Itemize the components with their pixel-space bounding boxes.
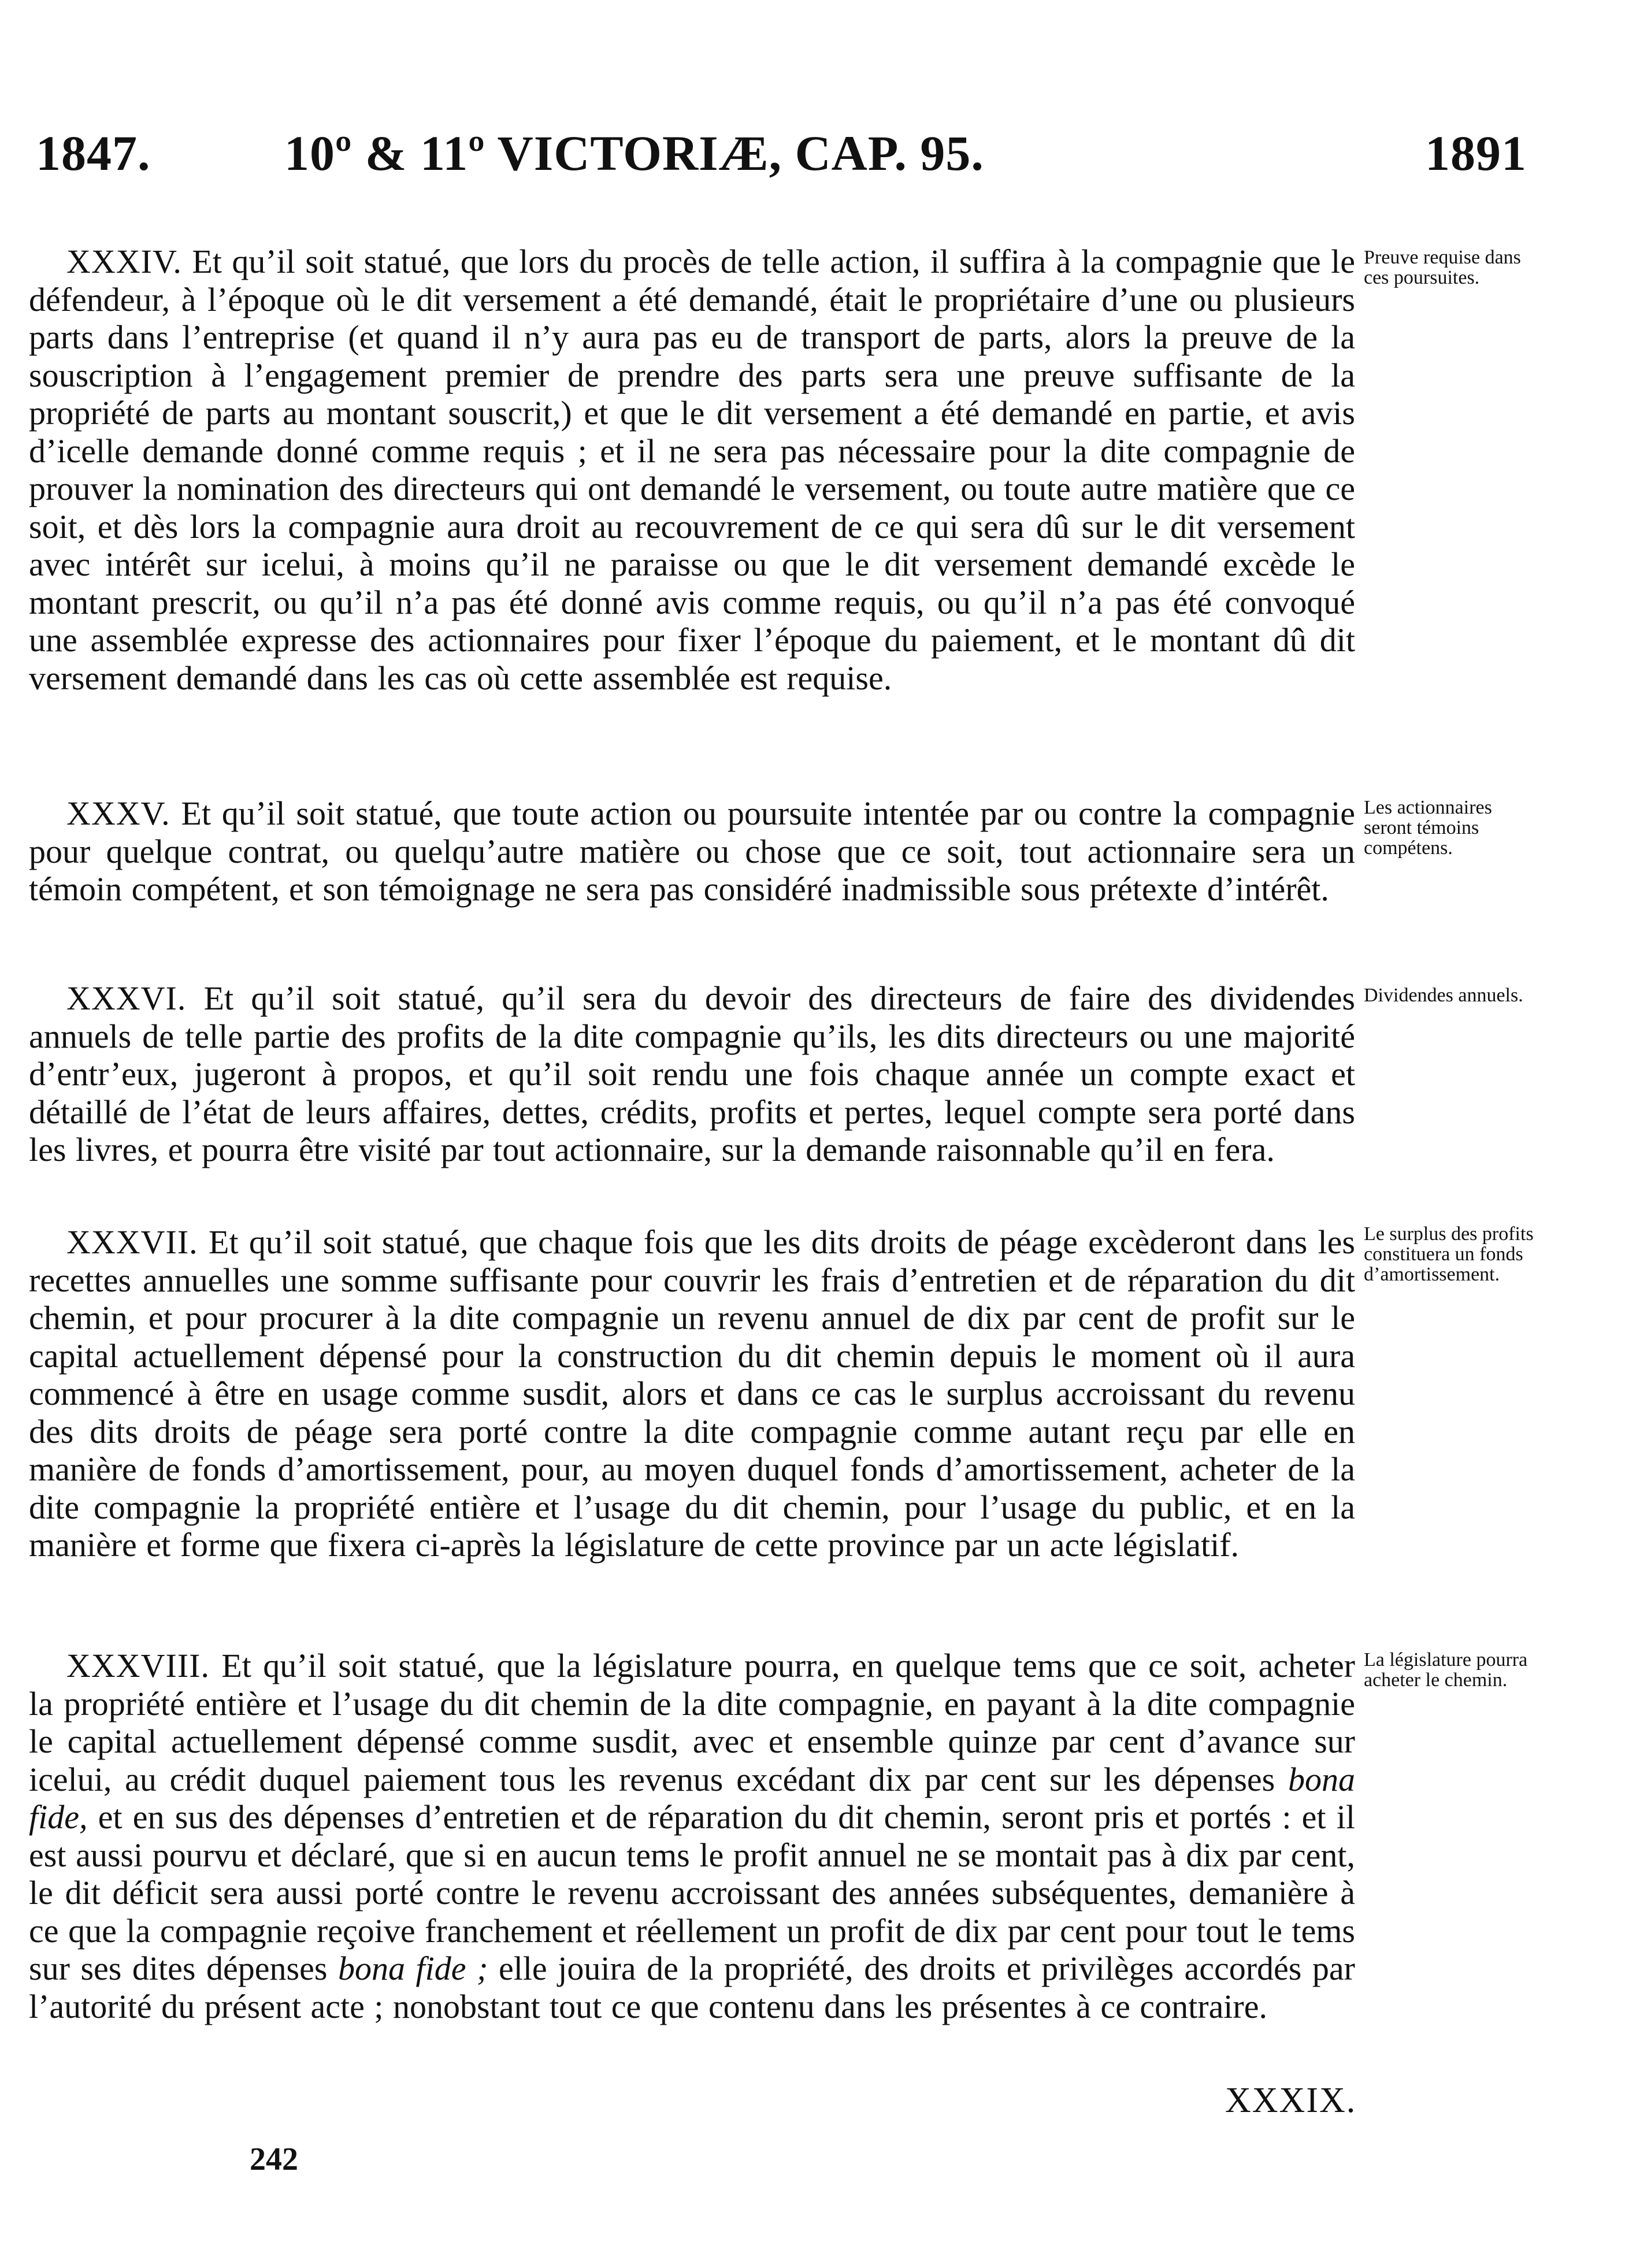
section-number: XXXV. xyxy=(66,795,170,832)
margin-note-xxxv: Les actionnaires seront témoins compétens. xyxy=(1364,797,1492,859)
section-text: Et qu’il soit statué, que lors du procès de telle action, il suffira à la compagnie que le défendeur, à l’époque où le dit versement a été demandé, était le propriétaire d’une ou plusieurs parts dans l’entreprise (et quand il n’y aura pas eu de transport de parts, alors la preuve de la souscription à l’engagement premier de prendre des parts sera une preuve suffisante de la propriété de parts au montant souscrit,) et que le dit versement a été demandé en partie, et avis d’icelle demande donné comme requis ; et il ne sera pas nécessaire pour la dite compagnie de prouver la nomination des directeurs qui ont demandé le versement, ou toute autre matière que ce soit, et dès lors la compagnie aura droit au recouvrement de ce qui sera dû sur le dit versement avec intérêt sur icelui, à moins qu’il ne paraisse ou que le dit versement demandé excède le montant prescrit, ou qu’il n’a pas été donné avis comme requis, ou qu’il n’a pas été convoqué une assemblée expresse des actionnaires pour fixer l’époque du paiement, et le montant dû dit versement demandé dans les cas où cette assemblée est requise. xyxy=(29,243,1355,697)
header-title: 10º & 11º VICTORIÆ, CAP. 95. xyxy=(284,125,984,181)
section-number: XXXIV. xyxy=(66,243,182,280)
folio-number: 242 xyxy=(250,2141,298,2177)
header-page-number: 1891 xyxy=(1425,125,1527,181)
catchword: XXXIX. xyxy=(1225,2081,1357,2120)
section-text: Et qu’il soit statué, que toute action ou poursuite intentée par ou contre la compagnie pour quelque contrat, ou quelqu’autre matière ou chose que ce soit, tout actionnaire sera un témoin compétent, et son témoignage ne sera pas considéré inadmissible sous prétexte d’intérêt. xyxy=(29,795,1355,908)
margin-note-xxxiv: Preuve requise dans ces poursuites. xyxy=(1364,247,1521,288)
section-text-part-3: elle jouira de la propriété, des droits et privilèges accordés par l’autorité du présent acte ; nonobstant tout ce que contenu dans les présentes à ce contraire. xyxy=(29,1950,1355,2025)
running-header xyxy=(36,118,1527,199)
section-xxxv xyxy=(29,795,1355,908)
section-text: Et qu’il soit statué, que chaque fois que les dits droits de péage excèderont dans les recettes annuelles une somme suffisante pour couvrir les frais d’entretien et de réparation du dit chemin, et pour procurer à la dite compagnie un revenu annuel de dix par cent de profit sur le capital actuellement dépensé pour la construction du dit chemin depuis le moment où il aura commencé à être en usage comme susdit, alors et dans ce cas le surplus accroissant du revenu des dits droits de péage sera porté contre la dite compagnie comme autant reçu par elle en manière de fonds d’amortissement, pour, au moyen duquel fonds d’amortissement, acheter de la dite compagnie la propriété entière et l’usage du dit chemin, pour l’usage du public, et en la manière et forme que fixera ci-après la législature de cette province par un acte législatif. xyxy=(29,1223,1355,1564)
italic-bona-fide-2: bona fide ; xyxy=(337,1950,488,1987)
section-xxxvi xyxy=(29,979,1355,1169)
section-number: XXXVII. xyxy=(66,1223,198,1261)
section-text-part-2: et en sus des dépenses d’entretien et de réparation du dit chemin, seront pris et portés : et il est aussi pourvu et déclaré, que si en aucun tems le profit annuel ne se montait pas à dix par cent, le dit déficit sera aussi porté contre le revenu accroissant des années subséquentes, demanière à ce que la compagnie reçoive franchement et réellement un profit de dix par cent pour tout le tems sur ses dites dépenses xyxy=(29,1798,1355,1987)
section-xxxvii xyxy=(29,1223,1355,1564)
section-number: XXXVI. xyxy=(66,979,187,1017)
margin-note-xxxvii: Le surplus des profits constituera un fonds d’amortissement. xyxy=(1364,1223,1534,1285)
section-text: Et qu’il soit statué, qu’il sera du devoir des directeurs de faire des dividendes annuels de telle partie des profits de la dite compagnie qu’ils, les dits directeurs ou une majorité d’entr’eux, jugeront à propos, et qu’il soit rendu une fois chaque année un compte exact et détaillé de l’état de leurs affaires, dettes, crédits, profits et pertes, lequel compte sera porté dans les livres, et pourra être visité par tout actionnaire, sur la demande raisonnable qu’il en fera. xyxy=(29,979,1356,1168)
margin-note-xxxvi: Dividendes annuels. xyxy=(1364,985,1523,1006)
italic-bona-fide-1: bona fide, xyxy=(29,1760,1355,1836)
section-number: XXXVIII. xyxy=(66,1647,210,1684)
margin-note-xxxviii: La législature pourra acheter le chemin. xyxy=(1364,1649,1528,1691)
section-xxxiv xyxy=(29,243,1355,697)
section-text-part-1: Et qu’il soit statué, que la législature pourra, en quelque tems que ce soit, acheter la propriété entière et l’usage du dit chemin de la dite compagnie, en payant à la dite compagnie le capital actuellement dépensé comme susdit, avec et ensemble quinze par cent d’avance sur icelui, au crédit duquel paiement tous les revenus excédant dix par cent sur les dépenses xyxy=(29,1647,1355,1798)
section-xxxviii xyxy=(29,1647,1355,2025)
header-year: 1847. xyxy=(36,125,151,181)
